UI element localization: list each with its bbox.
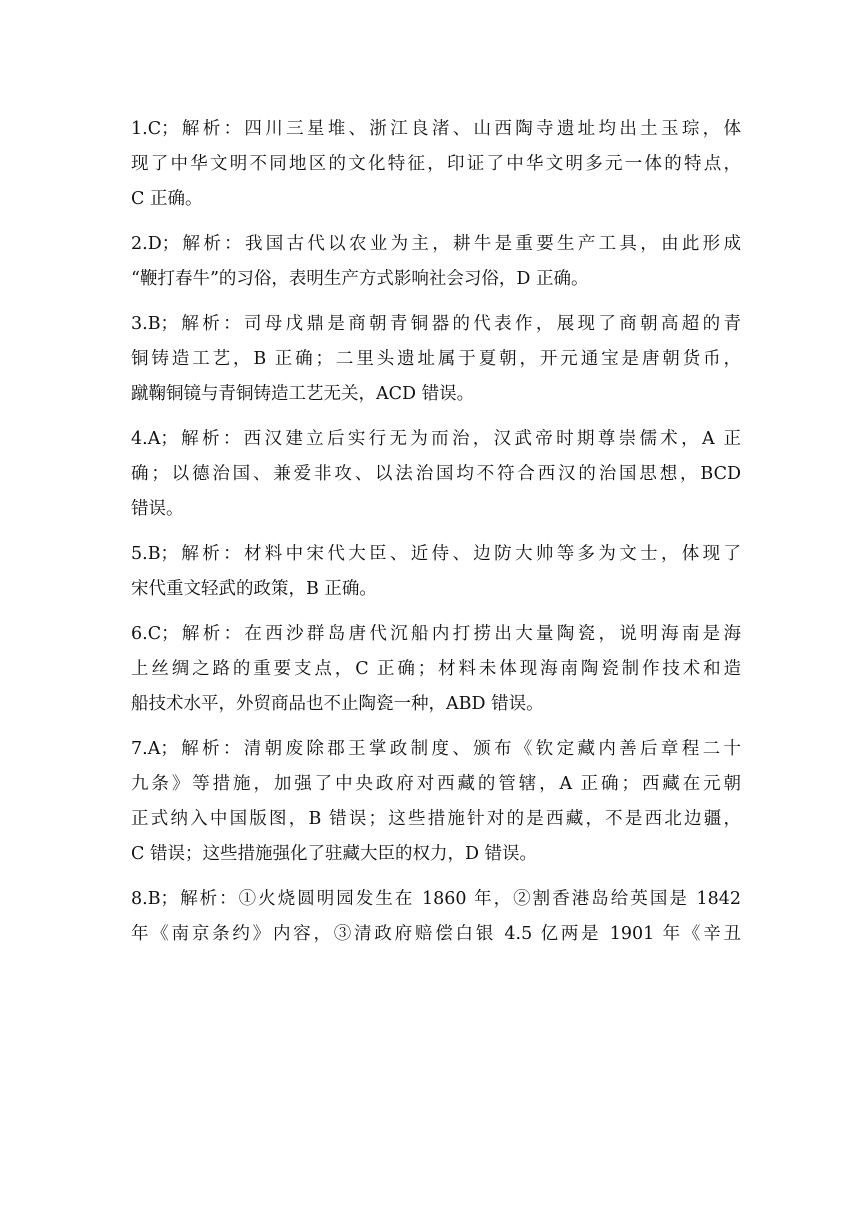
answer-2-line-1: 2.D；解析：我国古代以农业为主，耕牛是重要生产工具，由此形成 <box>131 234 741 254</box>
answer-6-line-2: 上丝绸之路的重要支点，C 正确；材料未体现海南陶瓷制作技术和造 <box>131 659 741 679</box>
answer-item-5 <box>131 537 741 607</box>
answer-6-line-1: 6.C；解析：在西沙群岛唐代沉船内打捞出大量陶瓷，说明海南是海 <box>131 624 741 644</box>
answer-item-7 <box>131 732 741 872</box>
answer-item-8 <box>131 882 741 952</box>
answer-8-line-1: 8.B；解析：①火烧圆明园发生在 1860 年，②割香港岛给英国是 1842 <box>131 889 741 909</box>
answer-7-line-2: 九条》等措施，加强了中央政府对西藏的管辖，A 正确；西藏在元朝 <box>131 774 741 794</box>
answer-3-line-1: 3.B；解析：司母戊鼎是商朝青铜器的代表作，展现了商朝高超的青 <box>131 314 741 334</box>
answer-6-line-3: 船技术水平，外贸商品也不止陶瓷一种，ABD 错误。 <box>131 694 544 714</box>
answer-7-line-3: 正式纳入中国版图，B 错误；这些措施针对的是西藏，不是西北边疆， <box>131 809 741 829</box>
answer-1-line-2: 现了中华文明不同地区的文化特征，印证了中华文明多元一体的特点， <box>131 154 741 174</box>
answer-1-line-3: C 正确。 <box>131 189 203 209</box>
answer-7-line-4: C 错误；这些措施强化了驻藏大臣的权力，D 错误。 <box>131 844 538 864</box>
answer-item-4 <box>131 422 741 527</box>
answer-4-line-3: 错误。 <box>131 499 184 519</box>
answer-3-line-2: 铜铸造工艺，B 正确；二里头遗址属于夏朝，开元通宝是唐朝货币， <box>131 349 741 369</box>
answer-item-1 <box>131 112 741 217</box>
answer-4-line-1: 4.A；解析：西汉建立后实行无为而治，汉武帝时期尊崇儒术，A 正 <box>131 429 741 449</box>
answer-item-6 <box>131 617 741 722</box>
answer-3-line-3: 蹴鞠铜镜与青铜铸造工艺无关，ACD 错误。 <box>131 384 475 404</box>
answer-key <box>131 112 741 952</box>
answer-7-line-1: 7.A；解析：清朝废除郡王掌政制度、颁布《钦定藏内善后章程二十 <box>131 739 741 759</box>
answer-item-2 <box>131 227 741 297</box>
answer-5-line-2: 宋代重文轻武的政策，B 正确。 <box>131 579 377 599</box>
answer-8-line-2: 年《南京条约》内容，③清政府赔偿白银 4.5 亿两是 1901 年《辛丑 <box>131 924 741 944</box>
answer-item-3 <box>131 307 741 412</box>
answer-4-line-2: 确；以德治国、兼爱非攻、以法治国均不符合西汉的治国思想，BCD <box>131 464 741 484</box>
answer-5-line-1: 5.B；解析：材料中宋代大臣、近侍、边防大帅等多为文士，体现了 <box>131 544 741 564</box>
answer-1-line-1: 1.C；解析：四川三星堆、浙江良渚、山西陶寺遗址均出土玉琮，体 <box>131 119 741 139</box>
answer-2-line-2: “鞭打春牛”的习俗，表明生产方式影响社会习俗，D 正确。 <box>131 269 589 289</box>
